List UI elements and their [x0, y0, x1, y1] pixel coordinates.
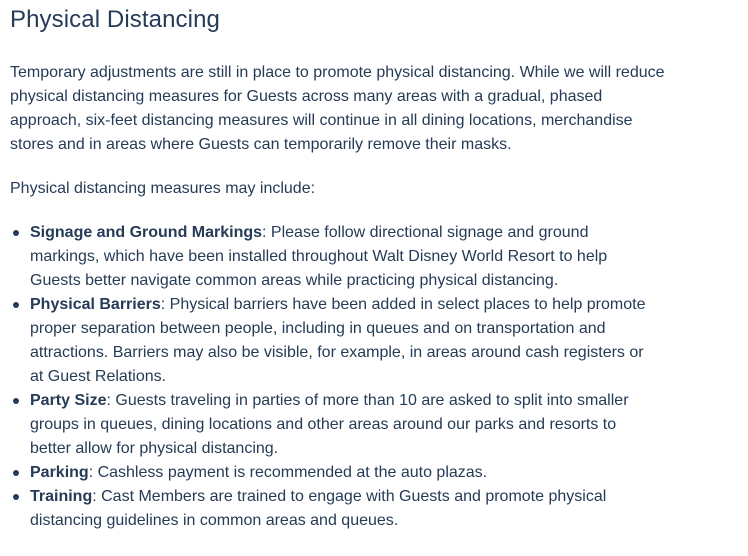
measure-term: Parking [30, 464, 89, 481]
list-item: Party Size: Guests traveling in parties of more than 10 are asked to split into smaller groups in queues, dining locations and other areas around our parks and resorts to better allow for physical distancing. [10, 389, 650, 461]
list-item: Signage and Ground Markings: Please follow directional signage and ground markings, which have been installed throughout Walt Disney World Resort to help Guests better navigate common areas while practicing physical distancing. [10, 221, 650, 293]
list-item: Training: Cast Members are trained to engage with Guests and promote physical distancing guidelines in common areas and queues. [10, 485, 650, 533]
measure-text: Please follow directional signage and ground markings, which have been installed throughout Walt Disney World Resort to help Guests better navigate common areas while practicing physical distancing. [30, 224, 608, 289]
measure-term: Signage and Ground Markings [30, 224, 263, 241]
list-item: Physical Barriers: Physical barriers have been added in select places to help promote proper separation between people, including in queues and on transportation and attractions. Barriers may also be visible, for example, in areas around cash registers or at Guest Relations. [10, 293, 650, 389]
measure-term: Party Size [30, 392, 107, 409]
bullet-icon [13, 230, 19, 236]
bullet-icon [13, 302, 19, 308]
measures-list [10, 221, 650, 533]
measure-term: Training [30, 488, 93, 505]
measure-text: Physical barriers have been added in select places to help promote proper separation between people, including in queues and on transportation and attractions. Barriers may also be visible, for example, in areas around cash registers or at Guest Relations. [30, 296, 646, 385]
page-title: Physical Distancing [10, 6, 220, 33]
measure-text: Guests traveling in parties of more than 10 are asked to split into smaller groups in queues, dining locations and other areas around our parks and resorts to better allow for physical distancing. [30, 392, 629, 457]
measure-text: Cast Members are trained to engage with Guests and promote physical distancing guidelines in common areas and queues. [30, 488, 607, 529]
measure-term: Physical Barriers [30, 296, 161, 313]
bullet-icon [13, 470, 19, 476]
measures-lead-paragraph: Physical distancing measures may include: [10, 180, 316, 197]
measure-text: Cashless payment is recommended at the auto plazas. [97, 464, 488, 481]
bullet-icon [13, 398, 19, 404]
bullet-icon [13, 494, 19, 500]
intro-paragraph: Temporary adjustments are still in place to promote physical distancing. While we will reduce physical distancing measures for Guests across many areas with a gradual, phased approach, six-feet distancing measures will continue in all dining locations, merchandise stores and in areas where Guests can temporarily remove their masks. [10, 64, 665, 153]
list-item: Parking: Cashless payment is recommended at the auto plazas. [10, 461, 650, 485]
